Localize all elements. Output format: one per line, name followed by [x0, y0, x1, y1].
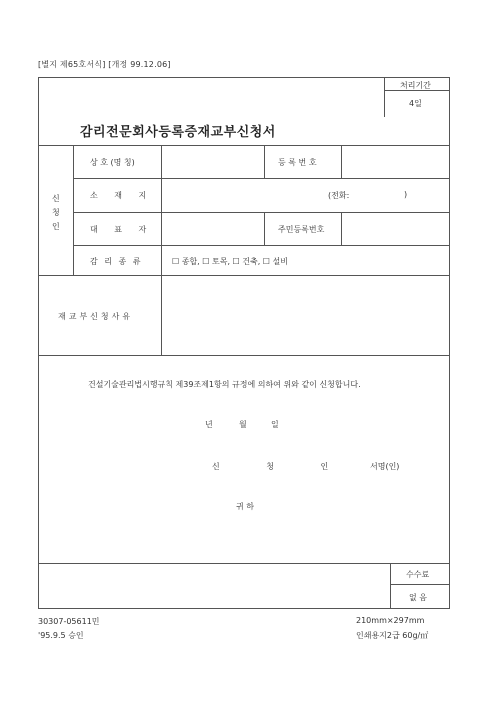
processing-period-label: 처리기간 — [400, 81, 431, 90]
date-day: 일 — [271, 420, 279, 429]
type-options — [172, 256, 288, 267]
representative-field[interactable] — [163, 213, 263, 245]
fee-section-top-line — [38, 563, 450, 564]
name-label: 상 호 (명 칭) — [90, 158, 135, 167]
row-divider-3 — [74, 245, 450, 246]
reg-no-label: 등 록 번 호 — [278, 158, 317, 167]
representative-label: 대 표 자 — [90, 225, 154, 234]
resident-no-label: 주민등록번호 — [278, 225, 325, 234]
resident-no-field[interactable] — [343, 213, 449, 245]
type-option-architecture[interactable]: ☐ 건축, — [233, 257, 261, 266]
checkbox-icon — [172, 257, 179, 266]
name-field[interactable] — [163, 146, 263, 178]
applicant-label: 신청인 — [52, 194, 60, 231]
reason-section-bottom-line — [38, 355, 450, 356]
reason-label: 재교부신청사유 — [58, 312, 134, 321]
reg-no-field[interactable] — [343, 146, 449, 178]
type-option-general[interactable]: ☐ 종합, — [172, 257, 200, 266]
applicant-sign-label: 신 청 인 — [212, 462, 351, 471]
checkbox-icon — [202, 257, 209, 266]
type-option-civil[interactable]: ☐ 토목, — [202, 257, 230, 266]
form-code: [별지 제65호서식] [개정 99.12.06] — [38, 60, 171, 69]
footer-paper-spec: 인쇄용지2급 60g/㎡ — [356, 631, 429, 640]
date-month: 월 — [239, 420, 247, 429]
fee-divider — [390, 584, 450, 585]
processing-period-value: 4일 — [409, 99, 422, 108]
address-label: 소 재 지 — [90, 191, 154, 200]
application-statement: 건설기술관리법시행규칙 제39조제1항의 규정에 의하여 위와 같이 신청합니다. — [88, 380, 361, 389]
signature-seal: 서명(인) — [370, 462, 400, 471]
footer-form-number: 30307-05611민 — [38, 617, 100, 626]
form-title: 감리전문회사등록증재교부신청서 — [80, 125, 276, 140]
type-label: 감 리 종 류 — [90, 257, 143, 266]
addressee: 귀 하 — [236, 502, 254, 511]
phone-label: (전화: — [328, 191, 350, 200]
checkbox-icon — [233, 257, 240, 266]
fee-label: 수수료 — [406, 570, 430, 579]
phone-close: ) — [404, 190, 408, 199]
type-option-facility[interactable]: ☐ 설비 — [263, 257, 288, 266]
checkbox-icon — [263, 257, 270, 266]
date-year: 년 — [205, 420, 213, 429]
fee-value: 없 음 — [409, 593, 427, 602]
footer-paper-size: 210mm×297mm — [356, 616, 425, 625]
footer-approval-date: '95.9.5 승인 — [38, 631, 84, 640]
reason-field[interactable] — [163, 276, 449, 354]
